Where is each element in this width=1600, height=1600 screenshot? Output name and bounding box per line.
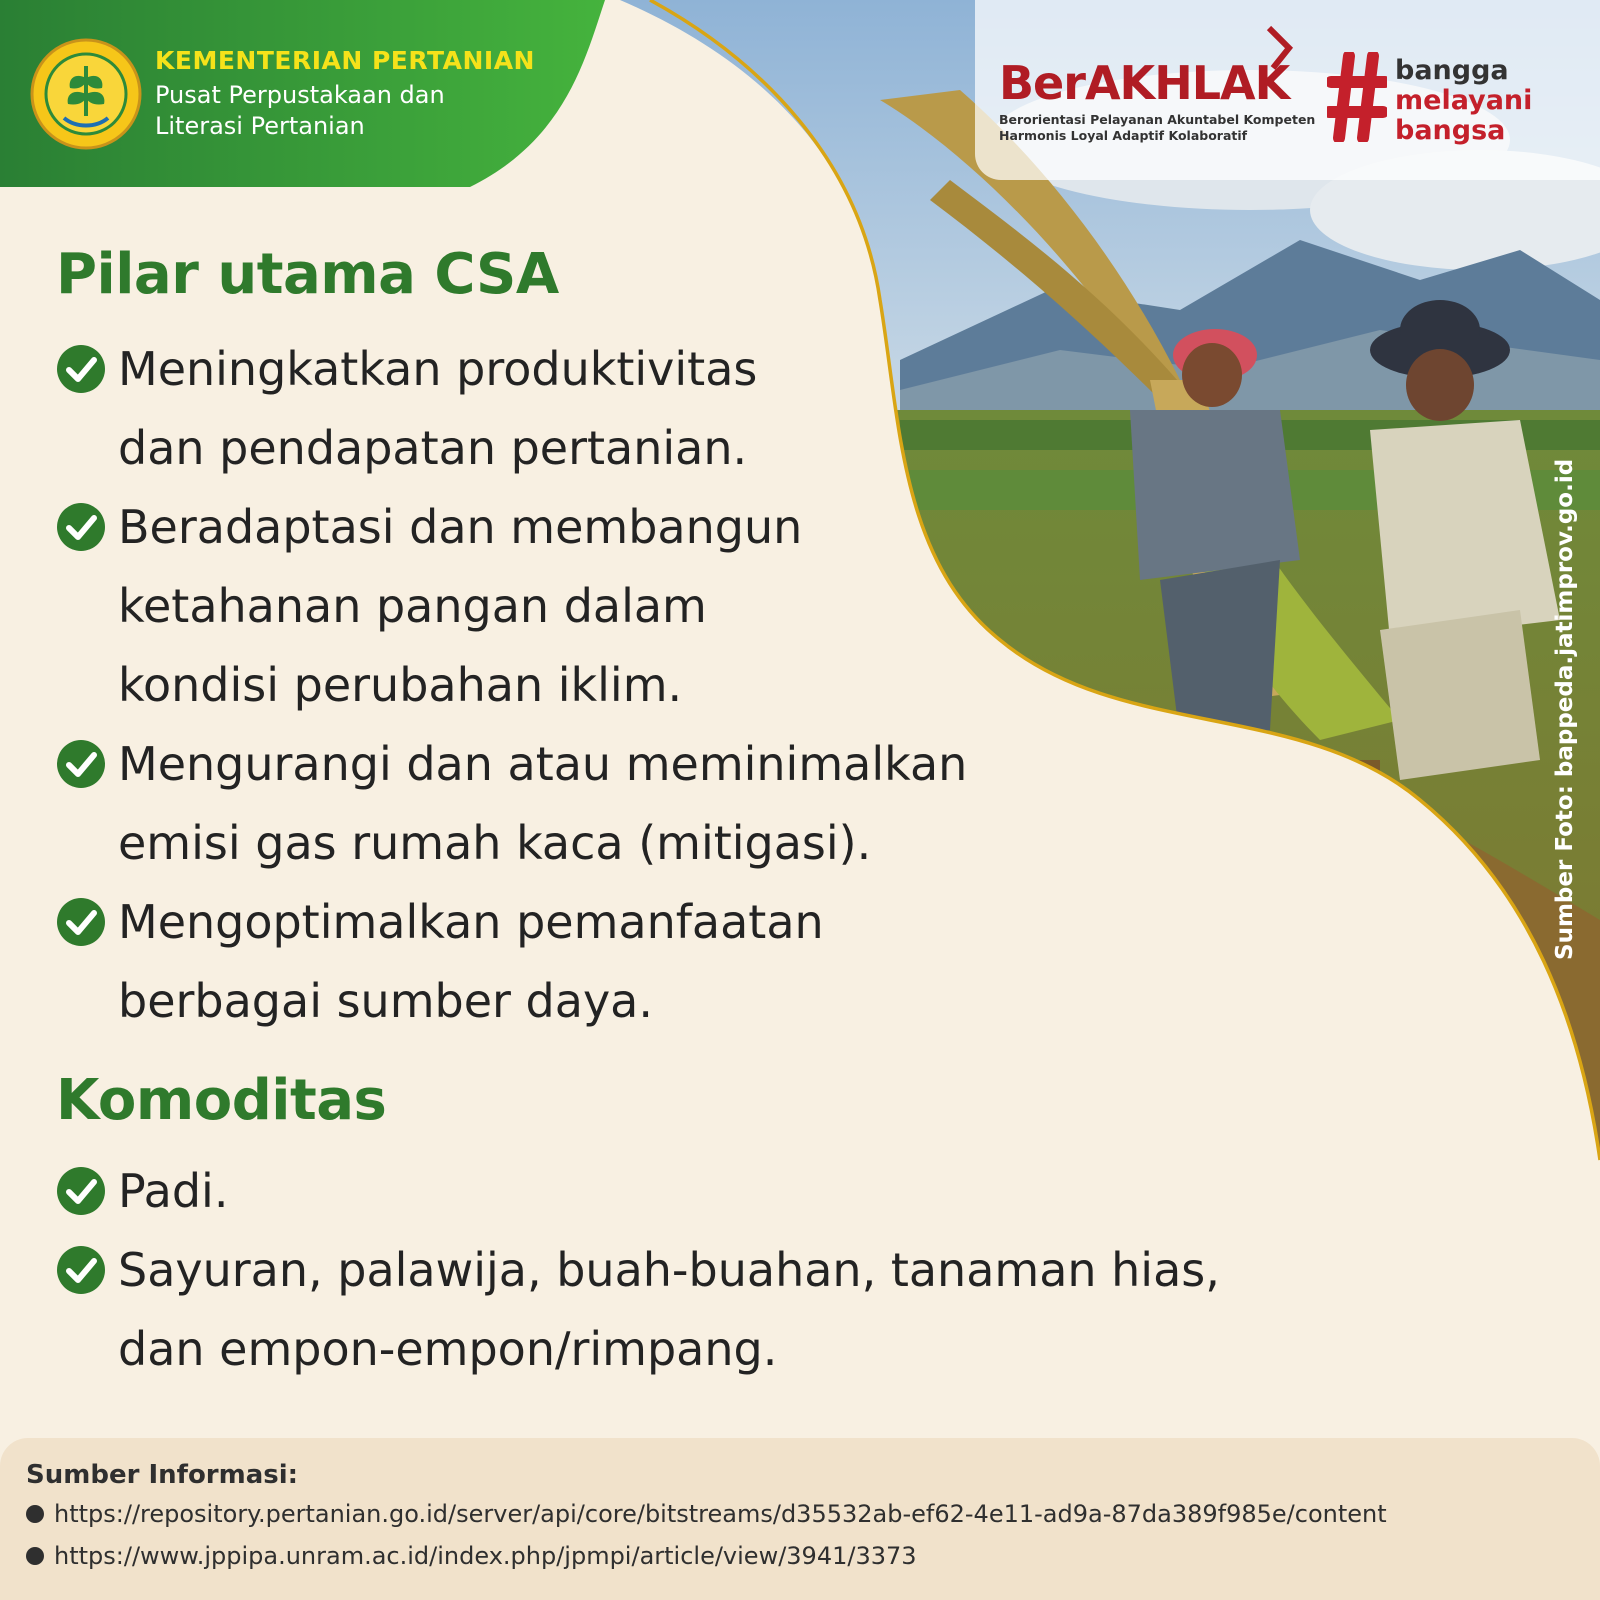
source-url[interactable]: https://www.jppipa.unram.ac.id/index.php/jpmpi/article/view/3941/3373 — [54, 1542, 917, 1570]
item-line: Beradaptasi dan membangun — [118, 500, 803, 554]
item-line: berbagai sumber daya. — [118, 974, 653, 1028]
csa-pillar-list — [56, 330, 967, 1041]
check-circle-icon — [56, 897, 106, 947]
slogan-word-2: melayani — [1395, 85, 1533, 116]
item-line: Sayuran, palawija, buah-buahan, tanaman hias, — [118, 1243, 1220, 1297]
check-circle-icon — [56, 1245, 106, 1295]
item-line: ketahanan pangan dalam — [118, 579, 707, 633]
slogan — [1395, 56, 1532, 146]
list-item — [56, 883, 967, 1041]
komoditas-list — [56, 1152, 1220, 1389]
item-line: dan pendapatan pertanian. — [118, 421, 748, 475]
list-item — [56, 488, 967, 725]
bullet-icon — [26, 1505, 44, 1523]
item-line: dan empon-empon/rimpang. — [118, 1322, 778, 1376]
org-subtitle-line2: Literasi Pertanian — [155, 112, 365, 140]
berakhlak-tagline — [999, 112, 1315, 144]
sources-footer — [0, 1438, 1600, 1600]
item-line: Meningkatkan produktivitas — [118, 342, 758, 396]
item-line: emisi gas rumah kaca (mitigasi). — [118, 816, 872, 870]
list-item — [56, 1231, 1220, 1389]
berakhlak-panel — [975, 0, 1600, 180]
bullet-icon — [26, 1547, 44, 1565]
item-line: kondisi perubahan iklim. — [118, 658, 683, 712]
kementan-logo-icon — [30, 38, 142, 150]
item-line: Mengoptimalkan pemanfaatan — [118, 895, 824, 949]
tagline-line1: Berorientasi Pelayanan Akuntabel Kompeten — [999, 112, 1316, 127]
source-url[interactable]: https://repository.pertanian.go.id/server/api/core/bitstreams/d35532ab-ef62-4e11-ad9a-87da389f985e/content — [54, 1500, 1387, 1528]
org-subtitle — [155, 80, 575, 142]
section-title-komoditas: Komoditas — [56, 1068, 387, 1133]
org-title: KEMENTERIAN PERTANIAN — [155, 46, 535, 75]
org-subtitle-line1: Pusat Perpustakaan dan — [155, 81, 445, 109]
source-link-2[interactable] — [26, 1542, 917, 1570]
check-circle-icon — [56, 502, 106, 552]
berakhlak-wordmark: BerAKHLAK — [999, 56, 1290, 110]
check-circle-icon — [56, 1166, 106, 1216]
list-item — [56, 330, 967, 488]
chevron-icon — [1265, 24, 1295, 74]
list-item — [56, 1152, 1220, 1231]
item-line: Mengurangi dan atau meminimalkan — [118, 737, 968, 791]
source-link-1[interactable] — [26, 1500, 1387, 1528]
check-circle-icon — [56, 739, 106, 789]
hashtag-icon — [1327, 52, 1387, 142]
tagline-line2: Harmonis Loyal Adaptif Kolaboratif — [999, 128, 1248, 143]
photo-credit: Sumber Foto: bappeda.jatimprov.go.id — [1552, 458, 1578, 960]
section-title-csa: Pilar utama CSA — [56, 242, 559, 307]
sources-label: Sumber Informasi: — [26, 1460, 299, 1490]
item-line: Padi. — [118, 1164, 229, 1218]
slogan-word-3: bangsa — [1395, 115, 1506, 146]
slogan-word-1: bangga — [1395, 55, 1509, 86]
list-item — [56, 725, 967, 883]
check-circle-icon — [56, 344, 106, 394]
